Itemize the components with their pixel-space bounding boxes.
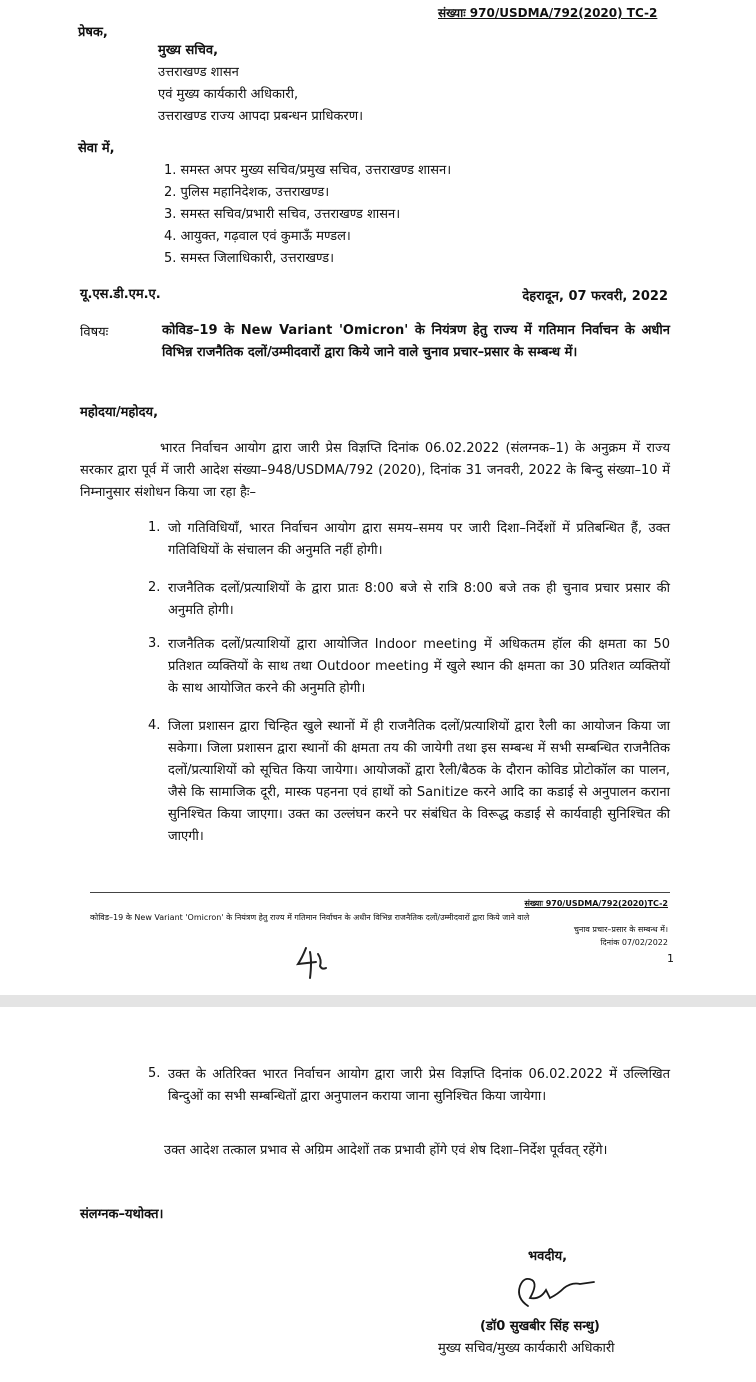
point-text: उक्त के अतिरिक्त भारत निर्वाचन आयोग द्वारा जारी प्रेस विज्ञप्ति दिनांक 06.02.2022 में उल्लिखित बिन्दुओं का सभी सम्बन्धितों द्वारा अनुपालन कराया जाना सुनिश्चित किया जायेगा। bbox=[168, 1067, 670, 1104]
point-text: राजनैतिक दलों/प्रत्याशियों के द्वारा प्रातः 8:00 बजे से रात्रि 8:00 बजे तक ही चुनाव प्रचार प्रसार की अनुमति होगी। bbox=[168, 581, 670, 618]
point-number: 5. bbox=[148, 1066, 161, 1081]
recipient-item: 2. पुलिस महानिदेशक, उत्तराखण्ड। bbox=[164, 185, 330, 200]
reference-number: संख्याः 970/USDMA/792(2020) TC-2 bbox=[438, 6, 658, 20]
enclosure-note: संलग्नक–यथोक्त। bbox=[80, 1207, 164, 1222]
point-number: 3. bbox=[148, 636, 161, 651]
signatory-title: मुख्य सचिव/मुख्य कार्यकारी अधिकारी bbox=[438, 1341, 615, 1356]
sender-line: उत्तराखण्ड शासन bbox=[158, 65, 239, 80]
salutation: महोदया/महोदय, bbox=[80, 405, 159, 420]
to-label: सेवा में, bbox=[78, 141, 115, 156]
recipient-item: 1. समस्त अपर मुख्य सचिव/प्रमुख सचिव, उत्तराखण्ड शासन। bbox=[164, 163, 452, 178]
handwritten-signature bbox=[510, 1270, 600, 1314]
page-number: 1 bbox=[667, 952, 674, 965]
signatory-name: (डॉ0 सुखबीर सिंह सन्धु) bbox=[480, 1319, 600, 1334]
sender-label: प्रेषक, bbox=[78, 25, 108, 40]
page-gap bbox=[0, 995, 756, 1007]
sender-line: उत्तराखण्ड राज्य आपदा प्रबन्धन प्राधिकरण। bbox=[158, 109, 364, 124]
point-number: 4. bbox=[148, 718, 161, 733]
intro-paragraph: भारत निर्वाचन आयोग द्वारा जारी प्रेस विज्ञप्ति दिनांक 06.02.2022 (संलग्नक–1) के अनुक्रम में राज्य सरकार द्वारा पूर्व में जारी आदेश संख्या–948/USDMA/792 (2020), दिनांक 31 जनवरी, 2022 के बिन्दु संख्या–10 में निम्नानुसार संशोधन किया जा रहा हैः– bbox=[80, 441, 670, 500]
footer-subject-line: कोविड–19 के New Variant 'Omicron' के नियंत्रण हेतु राज्य में गतिमान निर्वाचन के अधीन विभिन्न राजनैतिक दलों/उम्मीदवारों द्वारा किये जाने वाले bbox=[90, 913, 530, 922]
point-text: जो गतिविधियाँ, भारत निर्वाचन आयोग द्वारा समय–समय पर जारी दिशा–निर्देशों में प्रतिबन्धित हैं, उक्त गतिविधियों के संचालन की अनुमति नहीं होगी। bbox=[168, 521, 670, 558]
point-number: 1. bbox=[148, 520, 161, 535]
subject-text: कोविड–19 के New Variant 'Omicron' के नियंत्रण हेतु राज्य में गतिमान निर्वाचन के अधीन विभिन्न राजनैतिक दलों/उम्मीदवारों द्वारा किये जाने वाले चुनाव प्रचार–प्रसार के सम्बन्ध में। bbox=[162, 323, 670, 360]
sender-line: एवं मुख्य कार्यकारी अधिकारी, bbox=[158, 87, 299, 102]
initials-signature bbox=[292, 944, 332, 984]
footer-ref: संख्याः 970/USDMA/792(2020)TC-2 bbox=[524, 899, 668, 908]
point-text: राजनैतिक दलों/प्रत्याशियों द्वारा आयोजित Indoor meeting में अधिकतम हॉल की क्षमता का 50 प्रतिशत व्यक्तियों के साथ तथा Outdoor meeting में खुले स्थान की क्षमता का 30 प्रतिशत व्यक्तियों के साथ आयोजित करने की अनुमति होगी। bbox=[168, 637, 670, 696]
subject-label: विषयः bbox=[80, 325, 109, 340]
footer-date: दिनांक 07/02/2022 bbox=[600, 938, 668, 947]
point-number: 2. bbox=[148, 580, 161, 595]
office-name: यू.एस.डी.एम.ए. bbox=[80, 287, 161, 302]
footer-rule bbox=[90, 892, 670, 893]
closing-paragraph: उक्त आदेश तत्काल प्रभाव से अग्रिम आदेशों तक प्रभावी होंगे एवं शेष दिशा–निर्देश पूर्ववत् रहेंगे। bbox=[164, 1143, 608, 1158]
valediction: भवदीय, bbox=[528, 1249, 568, 1264]
point-text: जिला प्रशासन द्वारा चिन्हित खुले स्थानों में ही राजनैतिक दलों/प्रत्याशियों द्वारा रैली का आयोजन किया जा सकेगा। जिला प्रशासन द्वारा स्थानों की क्षमता तय की जायेगी तथा इस सम्बन्ध में सभी सम्बन्धित राजनैतिक दलों/प्रत्याशियों को सूचित किया जायेगा। आयोजकों द्वारा रैली/बैठक के दौरान कोविड प्रोटोकॉल का पालन, जैसे कि सामाजिक दूरी, मास्क पहनना एवं हाथों को Sanitize करने आदि का कडाई से अनुपालन कराना सुनिश्चित किया जाएगा। उक्त का उल्लंघन करने पर संबंधित के विरूद्ध कडाई से कार्यवाही सुनिश्चित की जाएगी। bbox=[168, 719, 670, 844]
recipient-item: 3. समस्त सचिव/प्रभारी सचिव, उत्तराखण्ड शासन। bbox=[164, 207, 401, 222]
place-date: देहरादून, 07 फरवरी, 2022 bbox=[522, 289, 668, 304]
recipient-item: 5. समस्त जिलाधिकारी, उत्तराखण्ड। bbox=[164, 251, 335, 266]
sender-line: मुख्य सचिव, bbox=[158, 43, 219, 58]
recipient-item: 4. आयुक्त, गढ़वाल एवं कुमाऊँ मण्डल। bbox=[164, 229, 351, 244]
footer-subject-line: चुनाव प्रचार–प्रसार के सम्बन्ध में। bbox=[573, 925, 668, 934]
